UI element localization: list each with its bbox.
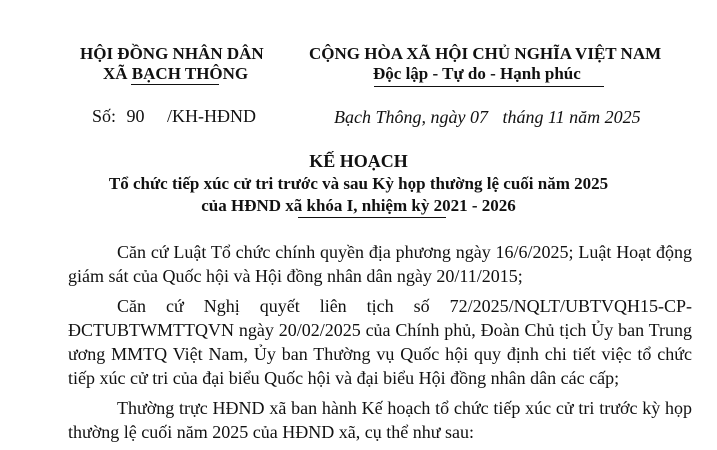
issue-date	[334, 107, 641, 128]
body-paragraph: Thường trực HĐND xã ban hành Kế hoạch tổ chức tiếp xúc cử tri trước kỳ họp thường lệ cuối năm 2025 của HĐND xã, cụ thể như sau:	[68, 398, 692, 442]
issue-date-month-year: tháng 11 năm 2025	[502, 107, 641, 127]
document-number	[92, 106, 256, 127]
commune-name: XÃ BẠCH THÔNG	[103, 64, 249, 83]
commune-name-underline	[131, 84, 219, 85]
plan-subtitle-line2: của HĐND xã khóa I, nhiệm kỳ 2021 - 2026	[201, 196, 516, 215]
issue-date-place: Bạch Thông, ngày	[334, 107, 466, 127]
document-number-prefix: Số:	[92, 106, 117, 126]
national-title: CỘNG HÒA XÃ HỘI CHỦ NGHĨA VIỆT NAM	[309, 44, 662, 63]
issue-date-day: 07	[469, 107, 488, 127]
council-name: HỘI ĐỒNG NHÂN DÂN	[80, 44, 264, 63]
national-motto-underline	[374, 86, 604, 87]
title-underline	[298, 217, 446, 218]
document-number-suffix: /KH-HĐND	[167, 106, 257, 126]
national-motto: Độc lập - Tự do - Hạnh phúc	[373, 64, 581, 83]
body-paragraph: Căn cứ Luật Tổ chức chính quyền địa phương ngày 16/6/2025; Luật Hoạt động giám sát của Quốc hội và Hội đồng nhân dân ngày 20/11/2015;	[68, 242, 692, 286]
body-paragraph: Căn cứ Nghị quyết liên tịch số 72/2025/NQLT/UBTVQH15-CP-ĐCTUBTWMTTQVN ngày 20/02/2025 của Chính phủ, Đoàn Chủ tịch Ủy ban Trung ương MMTQ Việt Nam, Ủy ban Thường vụ Quốc hội quy định chi tiết việc tổ chức tiếp xúc cử tri của đại biểu Quốc hội và đại biểu Hội đồng nhân dân các cấp;	[68, 296, 692, 388]
plan-title: KẾ HOẠCH	[309, 151, 408, 171]
plan-subtitle-line1: Tổ chức tiếp xúc cử tri trước và sau Kỳ họp thường lệ cuối năm 2025	[108, 174, 609, 193]
document-number-value: 90	[126, 106, 145, 126]
